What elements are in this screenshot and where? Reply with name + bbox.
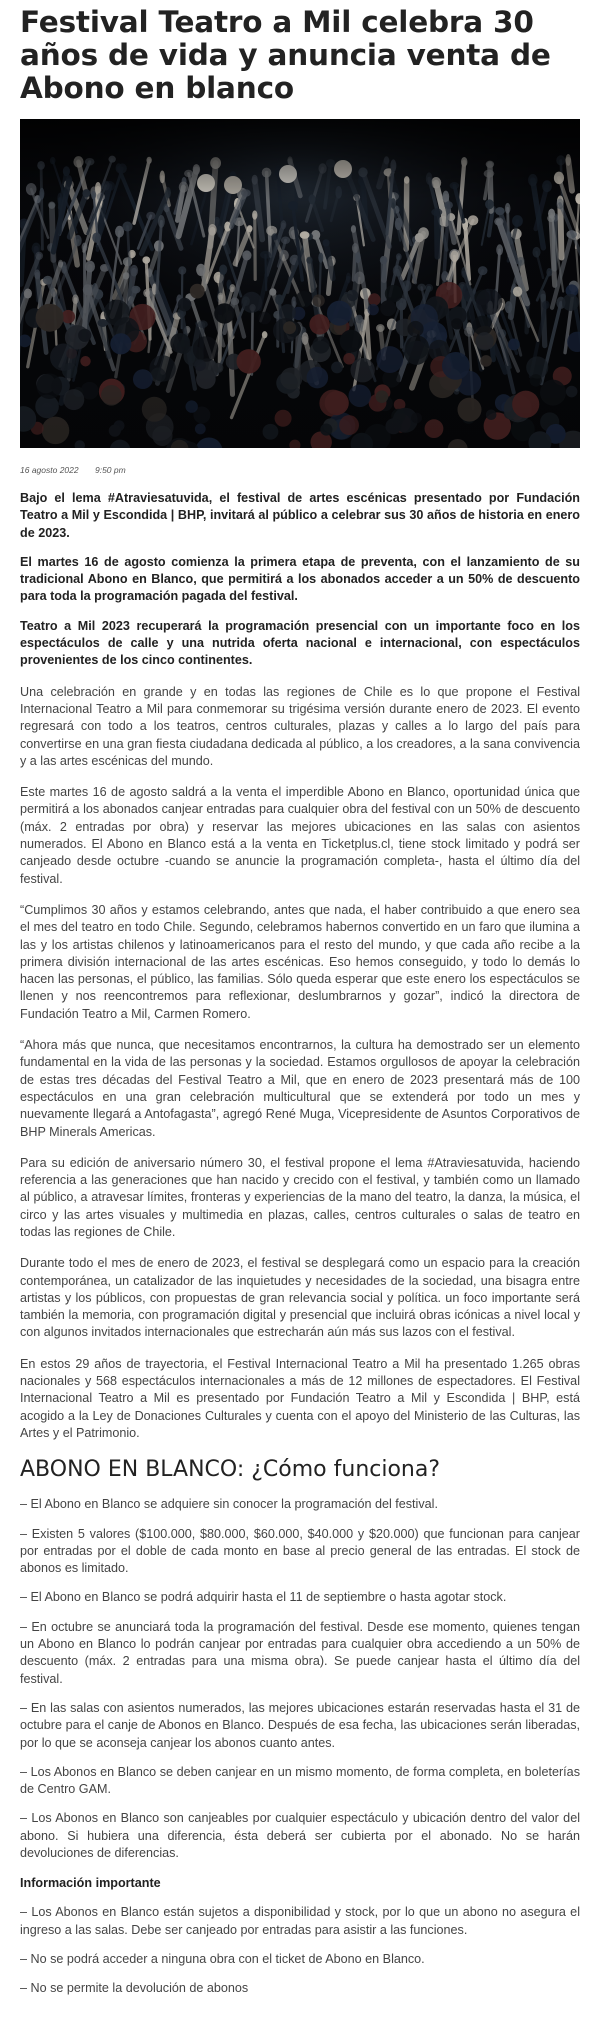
abono-list-item: – En octubre se anunciará toda la programación del festival. Desde ese momento, quienes tengan un Abono en Blanco lo podrán canjear por entradas para cualquier obra accediendo a un 50% de descuento (máx. 2 entradas para una misma obra). Se puede canjear hasta el último día del festival. [20,1619,580,1686]
body-paragraph: “Ahora más que nunca, que necesitamos encontrarnos, la cultura ha demostrado ser un elemento fundamental en la vida de las personas y la sociedad. Estamos orgullosos de apoyar la celebración de estas tres décadas del Festival Teatro a Mil, que en enero de 2023 presentará más de 100 espectáculos en una gran celebración multicultural que se extenderá por todo un mes y nuevamente llegará a Antofagasta”, agregó René Muga, Vicepresidente de Asuntos Corporativos de BHP Minerals Americas. [20,1038,580,1139]
info-list-item: – Los Abonos en Blanco están sujetos a disponibilidad y stock, por lo que un abono no asegura el ingreso a las salas. Debe ser canjeado por entradas para asistir a las funciones. [20,1905,580,1937]
info-heading: Información importante [20,1876,161,1891]
body-paragraph: Para su edición de aniversario número 30, el festival propone el lema #Atraviesatuvida, haciendo referencia a las generaciones que han nacido y crecido con el festival, y también como un llamado al público, a atravesar límites, fronteras y experiencias de la mano del teatro, la danza, la música, el circo y las artes visuales y multimedia en plazas, calles, centros culturales o salas de teatro en todas las regiones de Chile. [20,1155,580,1239]
body-paragraph: Durante todo el mes de enero de 2023, el festival se desplegará como un espacio para la creación contemporánea, un catalizador de las inquietudes y necesidades de la sociedad, una bisagra entre artistas y los públicos, con propuestas de gran relevancia social y política. un foco importante será también la memoria, con programación digital y presencial que incluirá obras icónicas a nivel local y con algunos invitados internacionales que estrecharán aún más sus lazos con el festival. [20,1256,580,1340]
abono-heading: ABONO EN BLANCO: ¿Cómo funciona? [20,1457,441,1483]
lead-paragraph: El martes 16 de agosto comienza la primera etapa de preventa, con el lanzamiento de su tradicional Abono en Blanco, que permitirá a los abonados acceder a un 50% de descuento para toda la programación pagada del festival. [20,554,580,604]
article-date: 16 agosto 2022 [20,465,79,475]
abono-list-item: – En las salas con asientos numerados, las mejores ubicaciones estarán reservadas hasta el 31 de octubre para el canje de Abonos en Blanco. Después de esa fecha, las ubicaciones serán liberadas, por lo que se aconseja canjear los abonos cuanto antes. [20,1700,580,1750]
article-time: 9:50 pm [94,465,126,475]
lead-paragraph: Bajo el lema #Atraviesatuvida, el festival de artes escénicas presentado por Fundación Teatro a Mil y Escondida | BHP, invitará al público a celebrar sus 30 años de historia en enero de 2023. [20,491,580,540]
body-paragraph: “Cumplimos 30 años y estamos celebrando, antes que nada, el haber contribuido a que enero sea el mes del teatro en todo Chile. Segundo, celebramos habernos convertido en un faro que ilumina a las y los artistas chilenos y latinoamericanos para el resto del mundo, y que cada año recibe a la primera división internacional de las artes escénicas. Eso hemos conseguido, y todo lo demás lo hacen las personas, el público, las familias. Sólo queda esperar que este enero los espectáculos se llenen y nos reencontremos para reflexionar, deslumbrarnos y gozar”, indicó la directora de Fundación Teatro a Mil, Carmen Romero. [20,902,580,1021]
body-paragraph: Este martes 16 de agosto saldrá a la venta el imperdible Abono en Blanco, oportunidad única que permitirá a los abonados canjear entradas para cualquier obra del festival con un 50% de descuento (máx. 2 entradas por obra) y reservar las mejores ubicaciones en las salas con asientos numerados. El Abono en Blanco está a la venta en Ticketplus.cl, tiene stock limitado y podrá ser canjeado desde octubre -cuando se anuncie la programación completa-, hasta el último día del festival. [20,785,580,886]
article-meta [20,465,580,475]
abono-list-item: – Los Abonos en Blanco son canjeables por cualquier espectáculo y ubicación dentro del valor del abono. Si hubiera una diferencia, ésta deberá ser cubierta por el abonado. No se harán devoluciones de diferencias. [20,1811,580,1860]
abono-list-item: – Existen 5 valores ($100.000, $80.000, $60.000, $40.000 y $20.000) que funcionan para canjear por entradas por el doble de cada monto en base al precio general de las entradas. El stock de abonos es limitado. [20,1526,580,1576]
article-title: Festival Teatro a Mil celebra 30 años de vida y anuncia venta de Abono en blanco [20,5,551,105]
crowd-illustration [20,119,580,448]
body-paragraph: En estos 29 años de trayectoria, el Festival Internacional Teatro a Mil ha presentado 1.265 obras nacionales y 568 espectáculos internacionales a más de 12 millones de espectadores. El Festival Internacional Teatro a Mil es presentado por Fundación Teatro a Mil y Escondida | BHP, está acogido a la Ley de Donaciones Culturales y cuenta con el apoyo del Ministerio de las Culturas, las Artes y el Patrimonio. [20,1356,580,1440]
abono-list-item: – El Abono en Blanco se adquiere sin conocer la programación del festival. [20,1497,438,1512]
info-list-item: – No se podrá acceder a ninguna obra con el ticket de Abono en Blanco. [20,1951,425,1966]
lead-paragraph: Teatro a Mil 2023 recuperará la programación presencial con un importante foco en los espectáculos de calle y una nutrida oferta nacional e internacional, con espectáculos provenientes de los cinco continentes. [20,618,580,668]
body-paragraph: Una celebración en grande y en todas las regiones de Chile es lo que propone el Festival Internacional Teatro a Mil para conmemorar su trigésima versión durante enero de 2023. El evento regresará con todo a los teatros, centros culturales, plazas y calles a lo largo del país para convertirse en una gran fiesta ciudadana dedicada al público, a los creadores, a la sana convivencia y a las artes escénicas del mundo. [20,684,580,768]
concert-crowd-image [20,119,580,448]
abono-list-item: – Los Abonos en Blanco se deben canjear en un mismo momento, de forma completa, en boleterías de Centro GAM. [20,1764,580,1797]
info-list-item: – No se permite la devolución de abonos [20,1981,249,1996]
abono-list-item: – El Abono en Blanco se podrá adquirir hasta el 11 de septiembre o hasta agotar stock. [20,1590,507,1605]
